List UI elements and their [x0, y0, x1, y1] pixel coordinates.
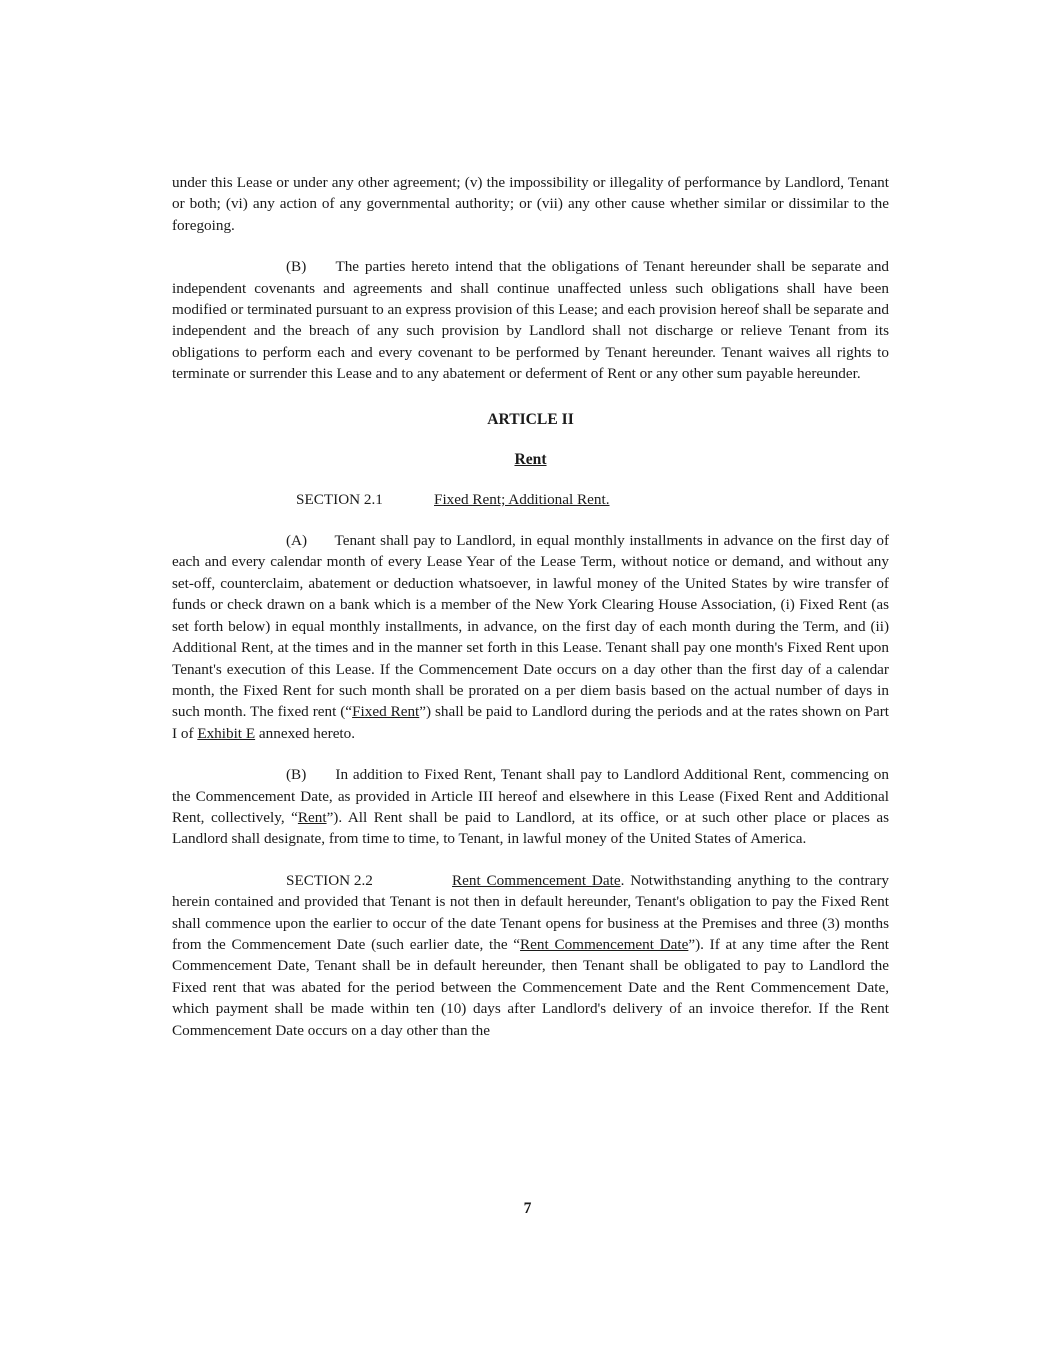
- defined-term-rent: Rent: [297, 808, 327, 826]
- exhibit-reference: Exhibit E: [197, 724, 256, 742]
- section-number: SECTION 2.1: [296, 490, 383, 508]
- defined-term-fixed-rent: Fixed Rent: [352, 703, 420, 721]
- paragraph-text: Tenant shall pay to Landlord, in equal monthly installments in advance on the first day of each and every calendar month of every Lease Year of the Lease Term, without notice or demand, and without any set-off, counterclaim, abatement or deduction whatsoever, in lawful money of the United States by wire transfer of funds or check drawn on a bank which is a member of the New York Clearing House Association, (i) Fixed Rent (as set forth below) in equal monthly installments, in advance, on the first day of each month during the Term, and (ii) Additional Rent, at the times and in the manner set forth in this Lease. Tenant shall pay one month's Fixed Rent upon Tenant's execution of this Lease. If the Commencement Date occurs on a day other than the first day of a calendar month, the Fixed Rent for such month shall be prorated on a per diem basis based on the actual number of days in such month. The fixed rent (“: [172, 532, 890, 721]
- paragraph-text: In addition to Fixed Rent, Tenant shall pay to Landlord Additional Rent, commencing on the Commencement Date, as provided in Article III hereof and elsewhere in this Lease (Fixed Rent and Additional Rent, collectively, “: [172, 766, 889, 826]
- intro-paragraph: under this Lease or under any other agreement; (v) the impossibility or illegality of performance by Landlord, Tenant or both; (vi) any action of any governmental authority; or (vii) any other cause whether similar or dissimilar to the foregoing.: [172, 174, 889, 234]
- paragraph-label: (B): [286, 766, 307, 784]
- paragraph-text: annexed hereto.: [255, 724, 356, 742]
- section-2-1-paragraph-b: [172, 764, 889, 850]
- defined-term-rent-commencement-date: Rent Commencement Date: [520, 935, 689, 953]
- section-title: Rent Commencement Date: [452, 871, 621, 889]
- section-2-1-heading: [172, 489, 889, 510]
- section-2-1-paragraph-a: [172, 530, 889, 744]
- section-number: SECTION 2.2: [286, 871, 373, 889]
- article-title: Rent: [514, 450, 547, 468]
- paragraph-text: ”). If at any time after the Rent Commencement Date, Tenant shall be in default hereunder, then Tenant shall be obligated to pay to Landlord the Fixed rent that was abated for the period between the Commencement Date and the Rent Commencement Date, which payment shall be made within ten (10) days after Landlord's delivery of an invoice therefor. If the Rent Commencement Date occurs on a day other than the: [172, 935, 890, 1039]
- paragraph-b-obligations: [172, 256, 889, 384]
- paragraph-text: ”). All Rent shall be paid to Landlord, at its office, or at such other place or places as Landlord shall designate, from time to time, to Tenant, in lawful money of the United States of America.: [172, 808, 889, 848]
- article-heading: ARTICLE II: [487, 410, 574, 428]
- paragraph-text: . Notwithstanding anything to the contrary herein contained and provided that Tenant is not then in default hereunder, Tenant's obligation to pay the Fixed Rent shall commence upon the earlier to occur of the date Tenant opens for business at the Premises and three (3) months from the Commencement Date (such earlier date, the “: [172, 871, 889, 953]
- paragraph-label: (A): [286, 532, 308, 550]
- paragraph-label: (B): [286, 258, 307, 276]
- section-2-2-paragraph: [172, 870, 889, 1041]
- section-title: Fixed Rent; Additional Rent.: [434, 490, 610, 508]
- paragraph-text: The parties hereto intend that the obligations of Tenant hereunder shall be separate and independent covenants and agreements and shall continue unaffected unless such obligations shall have been modified or terminated pursuant to an express provision of this Lease; and each provision hereof shall be separate and independent and the breach of any such provision by Landlord shall not discharge or relieve Tenant from its obligations to perform each and every covenant to be performed by Tenant hereunder. Tenant waives all rights to terminate or surrender this Lease and to any abatement or deferment of Rent or any other sum payable hereunder.: [172, 258, 890, 383]
- paragraph-text: ”) shall be paid to Landlord during the periods and at the rates shown on Part I of: [172, 703, 890, 742]
- page-number: 7: [523, 1200, 532, 1217]
